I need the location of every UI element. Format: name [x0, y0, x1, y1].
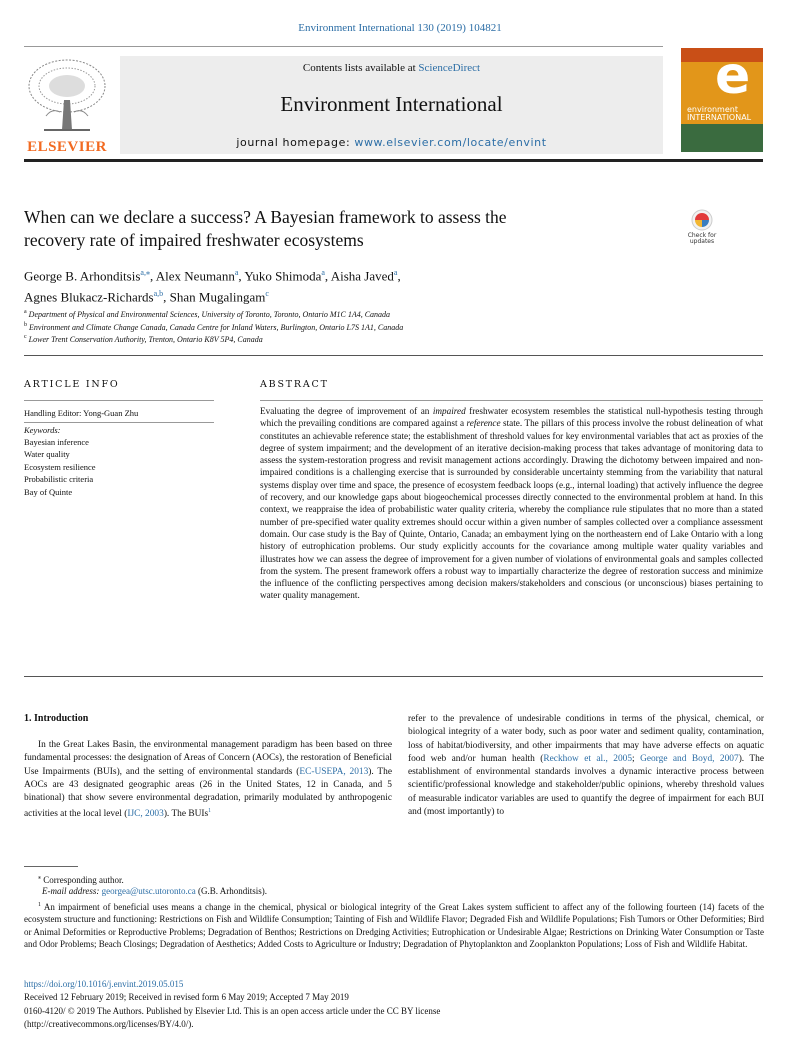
author-affiliation-mark[interactable]: a — [393, 268, 398, 277]
sciencedirect-link[interactable]: ScienceDirect — [418, 62, 481, 74]
header-thick-rule — [24, 159, 763, 162]
cover-image — [681, 124, 763, 152]
homepage-link[interactable]: www.elsevier.com/locate/envint — [354, 136, 547, 149]
footnote-rule — [24, 866, 78, 867]
author-name[interactable]: Yuko Shimoda — [244, 268, 322, 284]
cover-letter: e — [715, 48, 751, 106]
intro-paragraph — [24, 739, 392, 822]
handling-editor: Handling Editor: Yong-Guan Zhu — [24, 408, 139, 418]
fn1-mark: 1 — [38, 902, 41, 908]
header-rule — [24, 46, 663, 47]
abstract-rule — [260, 400, 763, 401]
author-separator: , — [149, 268, 156, 284]
check-for-updates-badge[interactable] — [681, 208, 723, 248]
info-rule — [24, 400, 214, 401]
author-name[interactable]: George B. Arhonditsis — [24, 268, 141, 284]
contents-available — [120, 62, 663, 74]
keyword-item: Water quality — [24, 449, 70, 460]
email-label: E-mail address: — [42, 886, 102, 896]
abstract-em1: impaired — [432, 406, 466, 416]
keyword-item: Bayesian inference — [24, 437, 89, 447]
affiliation-text: Environment and Climate Change Canada, Canada Centre for Inland Waters, Burlington, Ontario L7S 1A1, Canada — [29, 322, 404, 332]
abstract-part1: Evaluating the degree of improvement of an — [260, 406, 433, 416]
ref-ijc[interactable]: IJC, 2003 — [127, 809, 164, 820]
journal-banner — [120, 56, 663, 154]
affiliation-mark: a — [24, 309, 27, 315]
ref-reckhow[interactable]: Reckhow et al., 2005 — [543, 753, 633, 764]
authors-line2 — [24, 285, 764, 306]
abstract-text — [260, 405, 763, 602]
license-line1: 0160-4120/ © 2019 The Authors. Published by Elsevier Ltd. This is an open access article under the CC BY license — [24, 1006, 441, 1016]
affiliation-item — [24, 334, 764, 344]
author-separator: , — [238, 268, 245, 284]
author-list — [24, 264, 764, 307]
intro-paragraph-cont — [408, 713, 764, 819]
author-affiliation-mark[interactable]: a — [321, 268, 325, 277]
intro-column-right — [408, 713, 764, 819]
author-affiliation-mark[interactable]: a,b — [153, 289, 164, 299]
author-affiliation-mark[interactable]: a — [234, 268, 239, 277]
journal-citation[interactable]: Environment International 130 (2019) 104821 — [298, 22, 502, 34]
corr-text: Corresponding author. — [41, 875, 124, 885]
ref-george-boyd[interactable]: George and Boyd, 2007 — [640, 753, 739, 764]
doi-link[interactable]: https://doi.org/10.1016/j.envint.2019.05.015 — [24, 979, 184, 989]
article-title — [24, 206, 644, 252]
check-updates-icon — [681, 208, 723, 232]
intro-text-2: ). The AOCs are 43 designated geographic areas (26 in the United States, 12 in Canada, and 5 binational) that show severe environmental degradation, primarily modulated by anthropogenic activities at the local level ( — [24, 766, 392, 820]
affiliation-mark: c — [24, 334, 27, 340]
intro-text-1: In the Great Lakes Basin, the environmental management paradigm has been based on three fundamental processes: the designation of Areas of Concern (AOCs), the restoration of Beneficial Use Impairments (BUIs), and the setting of environmental standards ( — [24, 740, 392, 777]
abstract-end-rule — [24, 676, 763, 677]
intro-text-5: ; — [632, 753, 641, 764]
section-rule — [24, 355, 763, 356]
elsevier-wordmark: ELSEVIER — [27, 139, 107, 155]
info-rule-2 — [24, 422, 214, 423]
elsevier-logo[interactable] — [24, 56, 110, 156]
title-line1: When can we declare a success? A Bayesian framework to assess the — [24, 207, 507, 227]
abstract-heading: ABSTRACT — [260, 379, 329, 390]
keywords-label: Keywords: — [24, 425, 61, 435]
corr-mark: ⁎ — [38, 875, 41, 881]
intro-text-3: ). The BUIs — [163, 809, 209, 820]
abstract-em2: reference — [466, 418, 501, 429]
intro-column-left — [24, 739, 392, 822]
keyword-item: Ecosystem resilience — [24, 461, 96, 472]
authors-line1 — [24, 264, 764, 285]
cover-title-line2: INTERNATIONAL — [687, 113, 752, 123]
intro-text-6: ). The establishment of environmental standards involves a dynamic interactive process between scientific/professional knowledge and stakeholder/public opinions, whereby threshold values of measurable indicator variables are used to quantify the degree of impairment for each BUI and (most importantly) to — [408, 753, 764, 818]
email-link[interactable]: georgea@utsc.utoronto.ca — [101, 886, 196, 896]
footnote-ref-1[interactable]: 1 — [208, 808, 212, 815]
footnote-1 — [24, 899, 764, 951]
fn1-text: An impairment of beneficial uses means a change in the chemical, physical or biological integrity of the Great Lakes system sufficient to affect any of the following fourteen (14) facets of the ecosystem structure and functioning: Restrictions on Fish and Wildlife Consumption; Tainting of Fish and Wildlife Flavor; Degraded Fish and Wildlife Populations; Fish Tumors or Other Deformities; Bird or Animal Deformities or Reproductive Problems; Degradation of Benthos; Restrictions on Dredging Activities; Eutrophication or Undesirable Algae; Restrictions on Drinking Water Consumption or Taste and Odor Problems; Beach Closings; Degradation of Aesthetics; Added Costs to Agriculture or Industry; Degradation of Phytoplankton and Zooplankton Populations; Loss of Fish and Wildlife Habitat. — [24, 902, 764, 950]
check-updates-label: Check for updates — [687, 232, 717, 245]
affiliation-item — [24, 309, 764, 319]
email-note — [24, 885, 764, 897]
article-info-heading: ARTICLE INFO — [24, 379, 120, 390]
journal-homepage — [120, 136, 663, 149]
keyword-item: Probabilistic criteria — [24, 474, 94, 485]
author-name[interactable]: Shan Mugalingam — [169, 289, 266, 305]
contents-prefix: Contents lists available at — [302, 62, 419, 74]
title-line2: recovery rate of impaired freshwater ecosystems — [24, 230, 364, 250]
received-dates: Received 12 February 2019; Received in revised form 6 May 2019; Accepted 7 May 2019 — [24, 992, 349, 1002]
author-separator: , — [324, 268, 331, 284]
abstract-part3: state. The pillars of this process involve the robust delineation of what constitutes an achievable reference state; the establishment of threshold values for key environmental variables that act as proxies of the degree of system impairment; and the development of an iterative decision-making process that takes advantage of monitoring data to assess the system-restoration progress and revisit management actions accordingly. Drawing the dichotomy between impaired and non-impaired conditions is a challenging exercise that is surrounded by considerable uncertainty stemming from the variability that natural systems display over time and space, the presence of ecosystem feedback loops (e.g., internal loading) that actively influence the degree of recovery, and our knowledge gaps about biogeochemical processes directly connected to the environmental problem at hand. In this context, we reappraise the idea of probabilistic water quality criteria, whereby the compliance rule stipulates that no more than a stated number of pre-specified water quality extremes should occur within a given number of samples collected over a compliance assessment domain. Our case study is the Bay of Quinte, Ontario, Canada; an embayment lying on the northeastern end of Lake Ontario with a long history of eutrophication problems. Our study explicitly accounts for the covariance among multiple water quality variables and illustrates how we can assess the degree of improvement for a given number of violations of environmental goals and samples collected from the system. The present framework offers a robust way to impartially characterize the degree of restoration success and minimize the influence of the conflicting perspectives among decision makers/stakeholders and conscious (or unconscious) biases pertaining to water quality management. — [260, 418, 763, 601]
email-suffix: (G.B. Arhonditsis). — [195, 886, 268, 896]
journal-name: Environment International — [280, 92, 503, 116]
abstract-part2: freshwater ecosystem resembles the statistical null-hypothesis testing through which the prevailing conditions are compared against a — [260, 406, 763, 429]
author-affiliation-mark[interactable]: a,⁎ — [140, 268, 150, 277]
author-name[interactable]: Aisha Javed — [330, 268, 394, 284]
doi[interactable] — [24, 979, 183, 989]
author-separator: , — [397, 268, 401, 284]
author-name[interactable]: Agnes Blukacz-Richards — [24, 289, 154, 305]
author-separator: , — [163, 289, 170, 305]
affiliation-item — [24, 322, 764, 332]
section-heading-introduction: 1. Introduction — [24, 713, 89, 724]
cover-title — [687, 106, 751, 123]
affiliation-text: Department of Physical and Environmental Sciences, University of Toronto, Toronto, Ontario M1C 1A4, Canada — [28, 309, 391, 319]
cover-title-line1: environment — [687, 105, 738, 114]
journal-cover[interactable] — [681, 48, 763, 152]
affiliation-mark: b — [24, 322, 27, 328]
license-line2[interactable]: (http://creativecommons.org/licenses/BY/4.0/). — [24, 1019, 194, 1029]
keyword-item: Bay of Quinte — [24, 486, 73, 497]
affiliation-text: Lower Trent Conservation Authority, Trenton, Ontario K8V 5P4, Canada — [28, 334, 263, 344]
intro-text-4: refer to the prevalence of undesirable conditions in terms of the physical, chemical, or biological integrity of a water body, such as poor water and sediment quality, contamination, loss of habitat/biodiversity, and other impairments that may have adverse effects on aquatic food web and/or human health ( — [408, 714, 764, 764]
author-name[interactable]: Alex Neumann — [155, 268, 235, 284]
author-affiliation-mark[interactable]: c — [265, 289, 269, 299]
tree-icon — [24, 56, 110, 136]
homepage-prefix: journal homepage: — [236, 136, 355, 149]
ref-ec-usepa[interactable]: EC-USEPA, 2013 — [299, 766, 369, 777]
